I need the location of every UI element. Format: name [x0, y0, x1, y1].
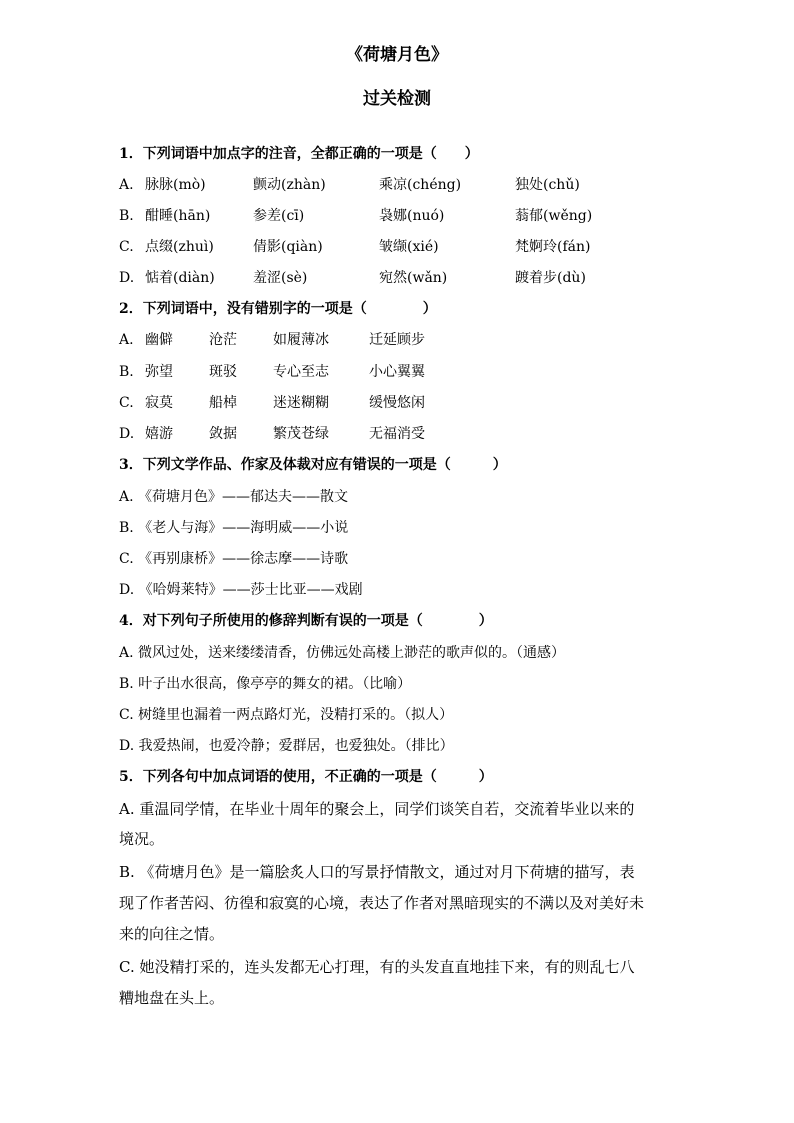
question-4-option-c: C. 树缝里也漏着一两点路灯光，没精打采的。（拟人）	[119, 707, 454, 723]
question-4-stem: 4．对下列句子所使用的修辞判断有误的一项是（ ）	[119, 613, 493, 629]
question-2-stem: 2．下列词语中，没有错别字的一项是（ ）	[119, 301, 437, 317]
question-2-option-c: C. 寂莫 船棹 迷迷糊糊 缓慢悠闲	[119, 395, 425, 411]
question-5-option-a-line-1: A. 重温同学情，在毕业十周年的聚会上，同学们谈笑自若，交流着毕业以来的	[119, 800, 635, 818]
question-2-option-a: A. 幽僻 沧茫 如履薄冰 迁延顾步	[119, 332, 425, 348]
question-5-stem: 5．下列各句中加点词语的使用，不正确的一项是（ ）	[119, 769, 493, 785]
question-1-stem: 1．下列词语中加点字的注音，全都正确的一项是（ ）	[119, 146, 479, 162]
question-5-option-c-line-2: 糟地盘在头上。	[119, 989, 225, 1007]
question-5-option-a-line-2: 境况。	[119, 830, 165, 848]
question-4-option-a: A. 微风过处，送来缕缕清香，仿佛远处高楼上渺茫的歌声似的。（通感）	[119, 645, 566, 661]
question-5-option-b-line-1: B. 《荷塘月色》是一篇脍炙人口的写景抒情散文，通过对月下荷塘的描写，表	[119, 863, 635, 881]
document-title: 《荷塘月色》	[346, 45, 448, 65]
question-5-option-c-line-1: C. 她没精打采的，连头发都无心打理，有的头发直直地挂下来，有的则乱七八	[119, 958, 635, 976]
question-3-option-b: B. 《老人与海》——海明威——小说	[119, 520, 349, 536]
question-3-stem: 3．下列文学作品、作家及体裁对应有错误的一项是（ ）	[119, 457, 507, 473]
question-4-option-d: D. 我爱热闹，也爱冷静；爱群居，也爱独处。（排比）	[119, 738, 454, 754]
question-1-option-b: B. 酣睡(hān) 参差(cī) 袅娜(nuó) 蓊郁(wěng)	[119, 208, 593, 224]
question-5-option-b-line-2: 现了作者苦闷、彷徨和寂寞的心境，表达了作者对黑暗现实的不满以及对美好未	[119, 894, 645, 912]
question-1-option-a: A. 脉脉(mò) 颤动(zhàn) 乘凉(chéng) 独处(chǔ)	[119, 177, 580, 193]
question-5-option-b-line-3: 来的向往之情。	[119, 925, 225, 943]
question-2-option-d: D. 嬉游 敛据 繁茂苍绿 无福消受	[119, 426, 425, 442]
question-3-option-d: D. 《哈姆莱特》——莎士比亚——戏剧	[119, 582, 363, 598]
question-2-option-b: B. 弥望 斑驳 专心至志 小心翼翼	[119, 364, 425, 380]
question-3-option-c: C. 《再别康桥》——徐志摩——诗歌	[119, 551, 349, 567]
question-3-option-a: A. 《荷塘月色》——郁达夫——散文	[119, 489, 349, 505]
question-1-option-d: D. 惦着(diàn) 羞涩(sè) 宛然(wǎn) 踱着步(dù)	[119, 270, 586, 286]
document-subtitle: 过关检测	[363, 89, 431, 109]
question-4-option-b: B. 叶子出水很高，像亭亭的舞女的裙。（比喻）	[119, 676, 412, 692]
question-1-option-c: C. 点缀(zhuì) 倩影(qiàn) 皱缬(xié) 梵婀玲(fán)	[119, 239, 591, 255]
